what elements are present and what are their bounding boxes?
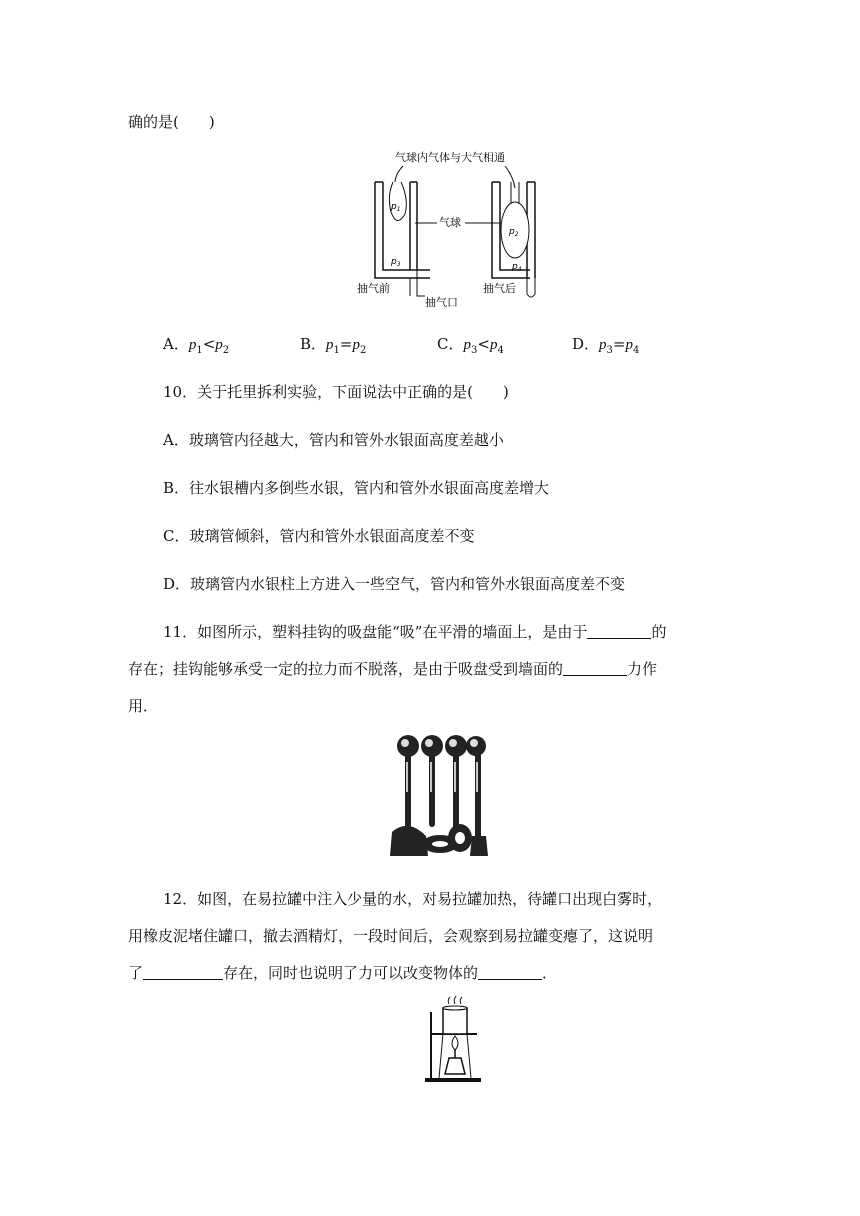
can-heating-figure — [423, 994, 485, 1084]
label-p1: $p_1$ — [391, 202, 401, 213]
label-balloon: 气球 — [439, 216, 461, 229]
q10-option-d[interactable]: D．玻璃管内水银柱上方进入一些空气，管内和管外水银面高度差不变 — [163, 575, 626, 593]
q9-option-d[interactable]: D．$p_3=p_4$ — [572, 335, 640, 356]
q9-option-c[interactable]: C．$p_3<p_4$ — [437, 335, 504, 356]
suction-hooks-figure — [388, 732, 492, 858]
q12-line-3: 了 存在，同时也说明了力可以改变物体的 ． — [128, 964, 558, 982]
q10-option-b[interactable]: B．往水银槽内多倒些水银，管内和管外水银面高度差增大 — [163, 479, 550, 497]
label-port: 抽气口 — [425, 296, 458, 309]
container-after — [492, 182, 535, 297]
q11-blank-2[interactable] — [563, 659, 627, 676]
q12-blank-1[interactable] — [143, 963, 223, 980]
label-p3: $p_3$ — [391, 257, 401, 268]
q9-option-b[interactable]: B．$p_1=p_2$ — [300, 335, 367, 356]
q11-line-2: 存在；挂钩能够承受一定的拉力而不脱落，是由于吸盘受到墙面的 力作 — [128, 660, 658, 678]
q11-line-1: 11．如图所示，塑料挂钩的吸盘能“吸”在平滑的墙面上，是由于 的 — [163, 623, 667, 641]
label-before: 抽气前 — [357, 282, 390, 295]
container-before — [375, 182, 430, 278]
balloon-pressure-figure — [355, 146, 555, 316]
label-p4: $p_4$ — [512, 262, 522, 273]
q12-line-1: 12．如图，在易拉罐中注入少量的水，对易拉罐加热，待罐口出现白雾时， — [163, 890, 663, 908]
q10-option-c[interactable]: C．玻璃管倾斜，管内和管外水银面高度差不变 — [163, 527, 475, 545]
question-9-stem-tail: 确的是( ) — [128, 113, 215, 131]
q11-blank-1[interactable] — [587, 622, 651, 639]
label-p2: $p_2$ — [509, 227, 519, 238]
q9-option-a[interactable]: A．$p_1<p_2$ — [163, 335, 230, 356]
label-after: 抽气后 — [483, 282, 516, 295]
q12-line-2: 用橡皮泥堵住罐口，撤去酒精灯，一段时间后，会观察到易拉罐变瘪了，这说明 — [128, 927, 654, 945]
q12-blank-2[interactable] — [478, 963, 542, 980]
q11-line-3: 用． — [128, 697, 159, 715]
caption-balloon-connected: 气球内气体与大气相通 — [395, 151, 505, 164]
q10-stem: 10．关于托里拆利实验，下面说法中正确的是( ) — [163, 383, 509, 401]
q10-option-a[interactable]: A．玻璃管内径越大，管内和管外水银面高度差越小 — [163, 431, 504, 449]
